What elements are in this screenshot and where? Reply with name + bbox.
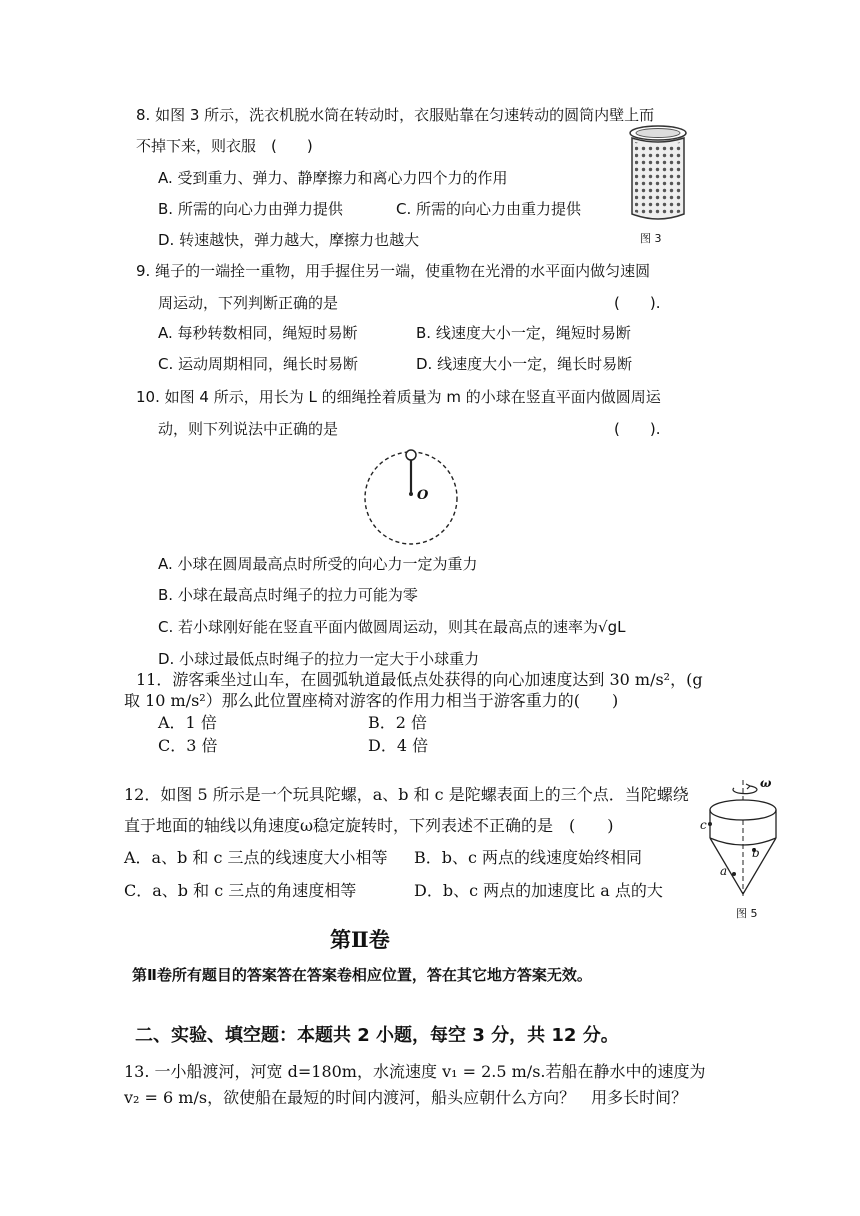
figure-4-vertical-circle (362, 446, 462, 550)
q8-stem-line1: 8. 如图 3 所示，洗衣机脱水筒在转动时，衣服贴靠在匀速转动的圆筒内壁上而 (136, 106, 655, 124)
part2-title: 第Ⅱ卷 (330, 927, 390, 952)
q12-option-b: B．b、c 两点的线速度始终相同 (414, 848, 643, 867)
q8-stem-line2: 不掉下来，则衣服 ( ) (136, 137, 313, 155)
q10-option-c: C. 若小球刚好能在竖直平面内做圆周运动，则其在最高点的速率为√gL (158, 618, 626, 636)
q9-answer-paren: ( ). (614, 294, 661, 312)
q10-stem-line2: 动，则下列说法中正确的是 (158, 420, 339, 438)
q9-stem-line2: 周运动，下列判断正确的是 (158, 294, 339, 312)
figure-5-caption: 图 5 (736, 907, 758, 920)
q10-option-d: D. 小球过最低点时绳子的拉力一定大于小球重力 (158, 650, 480, 668)
figure-5-label-b: b (752, 846, 760, 860)
figure-5-label-a: a (720, 864, 728, 878)
q8-option-b: B. 所需的向心力由弹力提供 (158, 200, 343, 218)
q13-stem-line1: 13. 一小船渡河，河宽 d=180m，水流速度 v₁ = 2.5 m/s.若船在静水中的速度为 (124, 1062, 706, 1081)
q12-option-d: D．b、c 两点的加速度比 a 点的大 (414, 881, 663, 900)
q12-option-c: C．a、b 和 c 三点的角速度相等 (124, 881, 357, 900)
q11-option-c: C．3 倍 (158, 736, 218, 755)
q12-stem-line2: 直于地面的轴线以角速度ω稳定旋转时，下列表述不正确的是 ( ) (124, 816, 614, 835)
q11-option-b: B．2 倍 (368, 713, 428, 732)
q11-stem-line1: 11．游客乘坐过山车，在圆弧轨道最低点处获得的向心加速度达到 30 m/s²，(g (136, 670, 703, 689)
q9-option-b: B. 线速度大小一定，绳短时易断 (416, 324, 631, 342)
figure-3-caption: 图 3 (640, 232, 662, 245)
q11-option-a: A．1 倍 (158, 713, 217, 732)
figure-4-center-label: O (417, 488, 429, 503)
q10-stem-line1: 10. 如图 4 所示，用长为 L 的细绳拴着质量为 m 的小球在竖直平面内做圆周运 (136, 388, 661, 406)
figure-5-label-c: c (700, 818, 707, 832)
q12-stem-line1: 12．如图 5 所示是一个玩具陀螺，a、b 和 c 是陀螺表面上的三个点．当陀螺绕 (124, 785, 689, 804)
section-heading: 二、实验、填空题：本题共 2 小题，每空 3 分，共 12 分。 (135, 1025, 619, 1046)
q9-option-a: A. 每秒转数相同，绳短时易断 (158, 324, 358, 342)
q8-option-a: A. 受到重力、弹力、静摩擦力和离心力四个力的作用 (158, 169, 508, 187)
q11-stem-line2: 取 10 m/s²）那么此位置座椅对游客的作用力相当于游客重力的( ) (124, 691, 619, 710)
q12-option-a: A．a、b 和 c 三点的线速度大小相等 (124, 848, 388, 867)
part2-note: 第Ⅱ卷所有题目的答案答在答案卷相应位置，答在其它地方答案无效。 (132, 966, 592, 984)
q8-option-d: D. 转速越快，弹力越大，摩擦力也越大 (158, 231, 420, 249)
q10-answer-paren: ( ). (614, 420, 661, 438)
q11-option-d: D．4 倍 (368, 736, 429, 755)
q9-stem-line1: 9. 绳子的一端拴一重物，用手握住另一端，使重物在光滑的水平面内做匀速圆 (136, 262, 651, 280)
figure-5-omega-label: ω (760, 776, 772, 790)
q9-option-c: C. 运动周期相同，绳长时易断 (158, 355, 359, 373)
q13-stem-line2: v₂ = 6 m/s，欲使船在最短的时间内渡河，船头应朝什么方向？ 用多长时间？ (124, 1088, 688, 1107)
q8-option-c: C. 所需的向心力由重力提供 (396, 200, 582, 218)
q9-option-d: D. 线速度大小一定，绳长时易断 (416, 355, 633, 373)
q10-option-b: B. 小球在最高点时绳子的拉力可能为零 (158, 586, 418, 604)
q10-option-a: A. 小球在圆周最高点时所受的向心力一定为重力 (158, 555, 478, 573)
figure-3-drum (626, 124, 690, 224)
figure-5-spinning-top (700, 776, 790, 900)
